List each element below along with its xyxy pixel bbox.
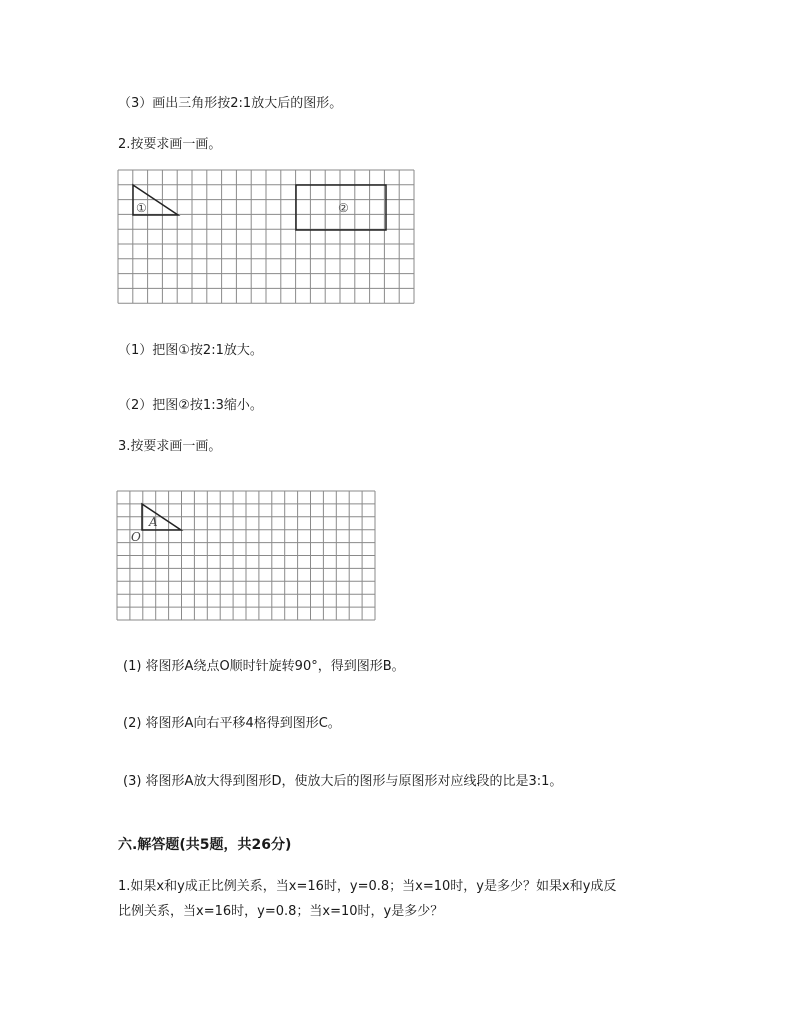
question-2-sub-1: （1）把图①按2:1放大。 <box>118 343 263 358</box>
figure-2-label: ② <box>338 201 349 215</box>
question-3-sub-1: (1) 将图形A绕点O顺时针旋转90°，得到图形B。 <box>123 659 405 674</box>
figure-A-label: A <box>149 515 158 529</box>
section-6-question-1-line-1: 1.如果x和y成正比例关系，当x=16时，y=0.8；当x=10时，y是多少？如果x和y成反 <box>118 879 617 894</box>
question-3-sub-3: (3) 将图形A放大得到图形D，使放大后的图形与原图形对应线段的比是3:1。 <box>123 774 563 789</box>
question-2-sub-2: （2）把图②按1:3缩小。 <box>118 398 263 413</box>
grid-figure-A <box>117 491 377 621</box>
section-6-heading: 六.解答题(共5题，共26分) <box>118 837 292 853</box>
point-O-label: O <box>131 530 141 544</box>
question-3-sub-2: (2) 将图形A向右平移4格得到图形C。 <box>123 716 341 731</box>
figure-1-label: ① <box>136 201 147 215</box>
section-6-question-1-line-2: 比例关系，当x=16时，y=0.8；当x=10时，y是多少？ <box>118 904 444 919</box>
question-3-title: 3.按要求画一画。 <box>118 439 222 454</box>
question-1-part-3: （3）画出三角形按2:1放大后的图形。 <box>118 96 343 111</box>
grid-figure-1-and-2 <box>118 170 418 310</box>
question-2-title: 2.按要求画一画。 <box>118 137 222 152</box>
